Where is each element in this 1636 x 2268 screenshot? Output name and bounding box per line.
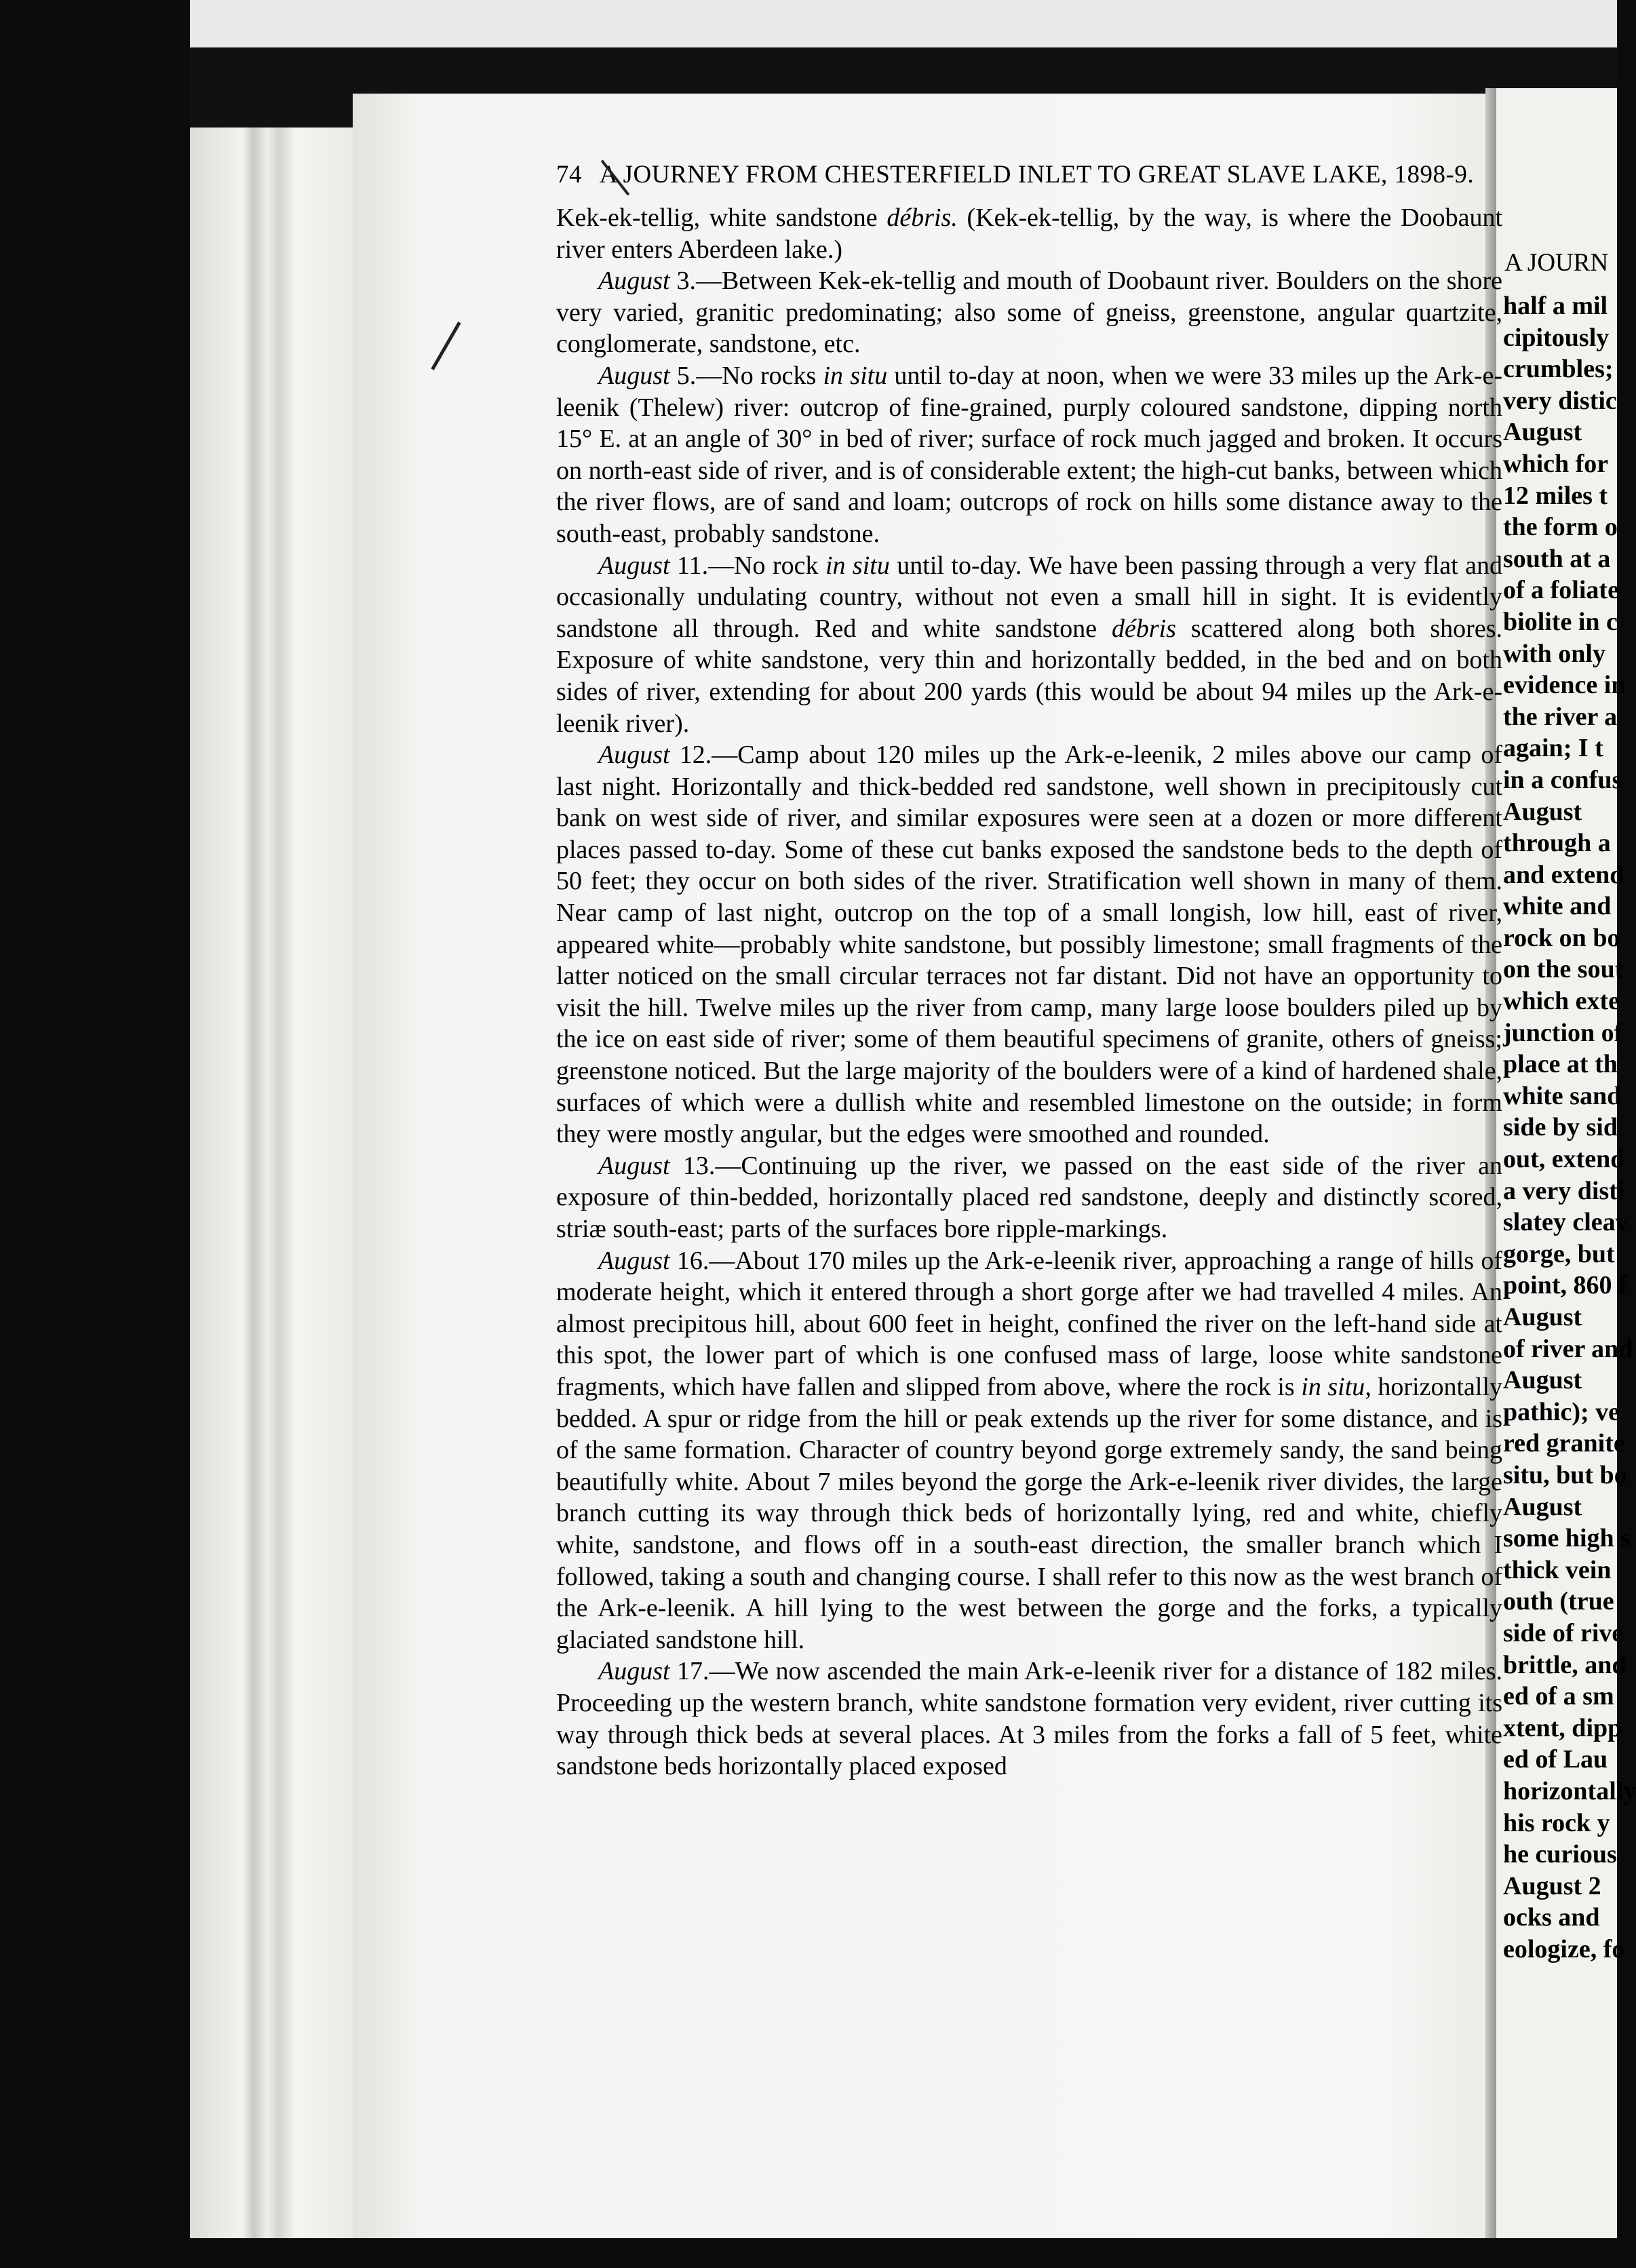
- italic-text: August: [598, 1246, 670, 1275]
- facing-page-line: and extend: [1503, 860, 1624, 889]
- running-head-title: A JOURNEY FROM CHESTERFIELD INLET TO GREAT SLAVE LAKE, 1898-9.: [599, 161, 1475, 189]
- italic-text: débris: [1111, 614, 1176, 643]
- facing-page-line: evidence in: [1503, 671, 1626, 700]
- text-run: 12.—Camp about 120 miles up the Ark-e-leenik, 2 miles above our camp of last night. Horizontally and thick-bedded red sandstone, well shown in precipitously cut bank on west side of river, and similar exposures were seen at a dozen or more different places passed to-day. Some of these cut banks exposed the sandstone beds to the depth of 50 feet; they occur on both sides of the river. Stratification well shown in many of them. Near camp of last night, outcrop on the top of a small longish, low hill, east of river, appeared white—probably white sandstone, but possibly limestone; small fragments of the latter noticed on the small circular terraces not far distant. Did not have an opportunity to visit the hill. Twelve miles up the river from camp, many large loose boulders piled up by the ice on east side of river; some of them beautiful specimens of granite, others of gneiss; greenstone noticed. But the large majority of the boulders were of a kind of hardened shale, surfaces of which were a dullish white and resembled limestone on the outside; in form they were mostly angular, but the edges were smoothed and rounded.: [556, 741, 1502, 1149]
- facing-page-line: August 2: [1503, 1871, 1601, 1900]
- facing-page-line: the river a: [1503, 702, 1618, 731]
- text-run: 3.—Between Kek-ek-tellig and mouth of Doobaunt river. Boulders on the shore very varied, granitic predominating; also some of gneiss, greenstone, angular quartzite, conglomerate, sandstone, etc.: [556, 267, 1502, 359]
- facing-page-line: white and: [1503, 892, 1612, 921]
- page-number: 74: [556, 161, 582, 189]
- facing-page-line: pathic); ve: [1503, 1397, 1620, 1426]
- facing-page-line: 12 miles t: [1503, 481, 1608, 510]
- facing-page-line: of river and: [1503, 1334, 1633, 1363]
- facing-page-line: which for: [1503, 449, 1609, 478]
- paragraph: [556, 739, 1502, 1150]
- facing-page-line: ocks and: [1503, 1903, 1600, 1932]
- text-run: 13.—Continuing up the river, we passed on the east side of the river an exposure of thin-bedded, horizontally placed red sandstone, deeply and distinctly scored, striæ south-east; parts of the surfaces bore ripple-markings.: [556, 1151, 1502, 1243]
- text-run: scattered along both shores. Exposure of white sandstone, very thin and horizontally bedded, in the bed and on both sides of river, extending for about 200 yards (this would be about 94 miles up the Ark-e-leenik river).: [556, 614, 1502, 738]
- facing-page-line: August: [1503, 1366, 1582, 1395]
- facing-page-line: ed of a sm: [1503, 1682, 1614, 1711]
- facing-page-line: through a: [1503, 829, 1611, 858]
- facing-page-line: horizontally: [1503, 1776, 1636, 1805]
- italic-text: August: [598, 267, 670, 296]
- facing-page-line: white sand: [1503, 1081, 1622, 1110]
- italic-text: August: [598, 1657, 670, 1686]
- scanner-top-strip: [0, 0, 1617, 47]
- facing-page-line: outh (true: [1503, 1587, 1614, 1616]
- facing-page-line: half a mil: [1503, 292, 1608, 320]
- paragraph: [556, 265, 1502, 360]
- scan-bottom-border: [190, 2238, 1617, 2268]
- facing-page-line: thick vein: [1503, 1555, 1612, 1584]
- facing-page-line: in a confus: [1503, 765, 1622, 794]
- page-body-text: [556, 202, 1502, 1782]
- facing-page-line: place at th: [1503, 1050, 1618, 1079]
- italic-text: August: [598, 551, 670, 580]
- scan-left-border: [0, 0, 190, 2268]
- facing-page-lines: [1503, 290, 1636, 1965]
- facing-page-line: side of rive: [1503, 1618, 1624, 1647]
- facing-page-line: he curious: [1503, 1840, 1617, 1869]
- facing-page-line: with only: [1503, 639, 1605, 668]
- italic-text: in situ: [1301, 1372, 1365, 1401]
- italic-text: in situ: [825, 551, 890, 580]
- facing-page-line: very distic: [1503, 386, 1617, 415]
- paragraph: [556, 202, 1502, 265]
- text-run: , horizontally bedded. A spur or ridge from the hill or peak extends up the river for some distance, and is of the same formation. Character of country beyond gorge extremely sandy, the sand being beautifully white. About 7 miles beyond the gorge the Ark-e-leenik river divides, the large branch cutting its way through thick beds of horizontally lying, red and white, chiefly white, sandstone, and flows off in a south-east direction, the smaller branch which I followed, taking a south and changing course. I shall refer to this now as the west branch of the Ark-e-leenik. A hill lying to the west between the gorge and the forks, a typically glaciated sandstone hill.: [556, 1372, 1503, 1654]
- facing-page-line: situ, but bo: [1503, 1460, 1627, 1489]
- italic-text: in situ: [823, 361, 888, 390]
- text-run: Kek-ek-tellig, white sandstone: [556, 203, 887, 232]
- facing-page-line: a very disti: [1503, 1176, 1625, 1205]
- italic-text: August: [598, 361, 670, 390]
- facing-page-line: his rock y: [1503, 1808, 1610, 1837]
- facing-page-fragment: [1496, 88, 1636, 2268]
- text-run: until to-day. We have been passing through a very flat and occasionally undulating country, without not even a small hill in sight. It is evidently sandstone all through. Red and white sandstone: [556, 551, 1502, 643]
- facing-page-line: ed of Lau: [1503, 1745, 1608, 1774]
- facing-page-line: August: [1503, 418, 1582, 447]
- facing-page-line: biolite in c: [1503, 607, 1618, 636]
- text-run: 17.—We now ascended the main Ark-e-leenik river for a distance of 182 miles. Proceeding up the western branch, white sandstone formation very evident, river cutting its way through thick beds at several places. At 3 miles from the forks a fall of 5 feet, white sandstone beds horizontally placed exposed: [556, 1657, 1502, 1781]
- facing-page-line: side by sid: [1503, 1113, 1618, 1142]
- italic-text: August: [598, 741, 670, 770]
- facing-page-line: xtent, dipp: [1503, 1713, 1622, 1742]
- facing-page-line: again; I t: [1503, 734, 1603, 763]
- facing-page-line: August: [1503, 797, 1582, 826]
- paragraph: [556, 1150, 1502, 1245]
- facing-page-line: of a foliate: [1503, 576, 1619, 605]
- facing-page-line: some high s: [1503, 1524, 1631, 1553]
- italic-text: débris.: [887, 203, 958, 232]
- facing-page-line: south at a: [1503, 544, 1611, 573]
- facing-page-line: slatey cleav: [1503, 1208, 1629, 1237]
- facing-page-line: eologize, fo: [1503, 1934, 1625, 1963]
- facing-page-line: which exte: [1503, 987, 1620, 1016]
- facing-page-line: gorge, but: [1503, 1239, 1615, 1268]
- facing-page-line: junction of: [1503, 1018, 1623, 1047]
- facing-page-running-head: A JOURN: [1504, 249, 1609, 277]
- book-page-edges: [190, 128, 366, 2241]
- facing-page-line: August: [1503, 1492, 1582, 1521]
- text-run: 5.—No rocks: [669, 361, 823, 390]
- facing-page-line: rock on bo: [1503, 923, 1620, 952]
- paragraph: [556, 360, 1502, 550]
- facing-page-line: crumbles;: [1503, 355, 1614, 384]
- running-head: [556, 160, 1506, 201]
- facing-page-line: red granite: [1503, 1429, 1625, 1458]
- facing-page-line: the form o: [1503, 513, 1618, 542]
- italic-text: August: [598, 1151, 670, 1180]
- paragraph: [556, 1245, 1502, 1656]
- facing-page-line: point, 860 f: [1503, 1271, 1627, 1300]
- facing-page-line: on the sout: [1503, 955, 1624, 984]
- text-run: 11.—No rock: [669, 551, 825, 580]
- text-run: until to-day at noon, when we were 33 miles up the Ark-e-leenik (Thelew) river: outcrop of fine-grained, purply coloured sandstone, dipping north 15° E. at an angle of 30° in bed of river; surface of rock much jagged and broken. It occurs on north-east side of river, and is of considerable extent; the high-cut banks, between which the river flows, are of sand and loam; outcrops of rock on hills some distance away to the south-east, probably sandstone.: [556, 361, 1502, 548]
- facing-page-line: out, extend: [1503, 1145, 1625, 1174]
- facing-page-line: August: [1503, 1303, 1582, 1331]
- text-run: 16.—About 170 miles up the Ark-e-leenik river, approaching a range of hills of moderate height, which it entered through a short gorge after we had travelled 4 miles. An almost precipitous hill, about 600 feet in height, confined the river on the left-hand side at this spot, the lower part of which is one confused mass of large, loose white sandstone fragments, which have fallen and slipped from above, where the rock is: [556, 1246, 1502, 1401]
- text-run: (Kek-ek-tellig, by the way, is where the Doobaunt river enters Aberdeen lake.): [556, 203, 1502, 264]
- paragraph: [556, 550, 1502, 740]
- facing-page-line: brittle, and: [1503, 1650, 1627, 1679]
- facing-page-line: cipitously: [1503, 323, 1610, 352]
- paragraph: [556, 1656, 1502, 1782]
